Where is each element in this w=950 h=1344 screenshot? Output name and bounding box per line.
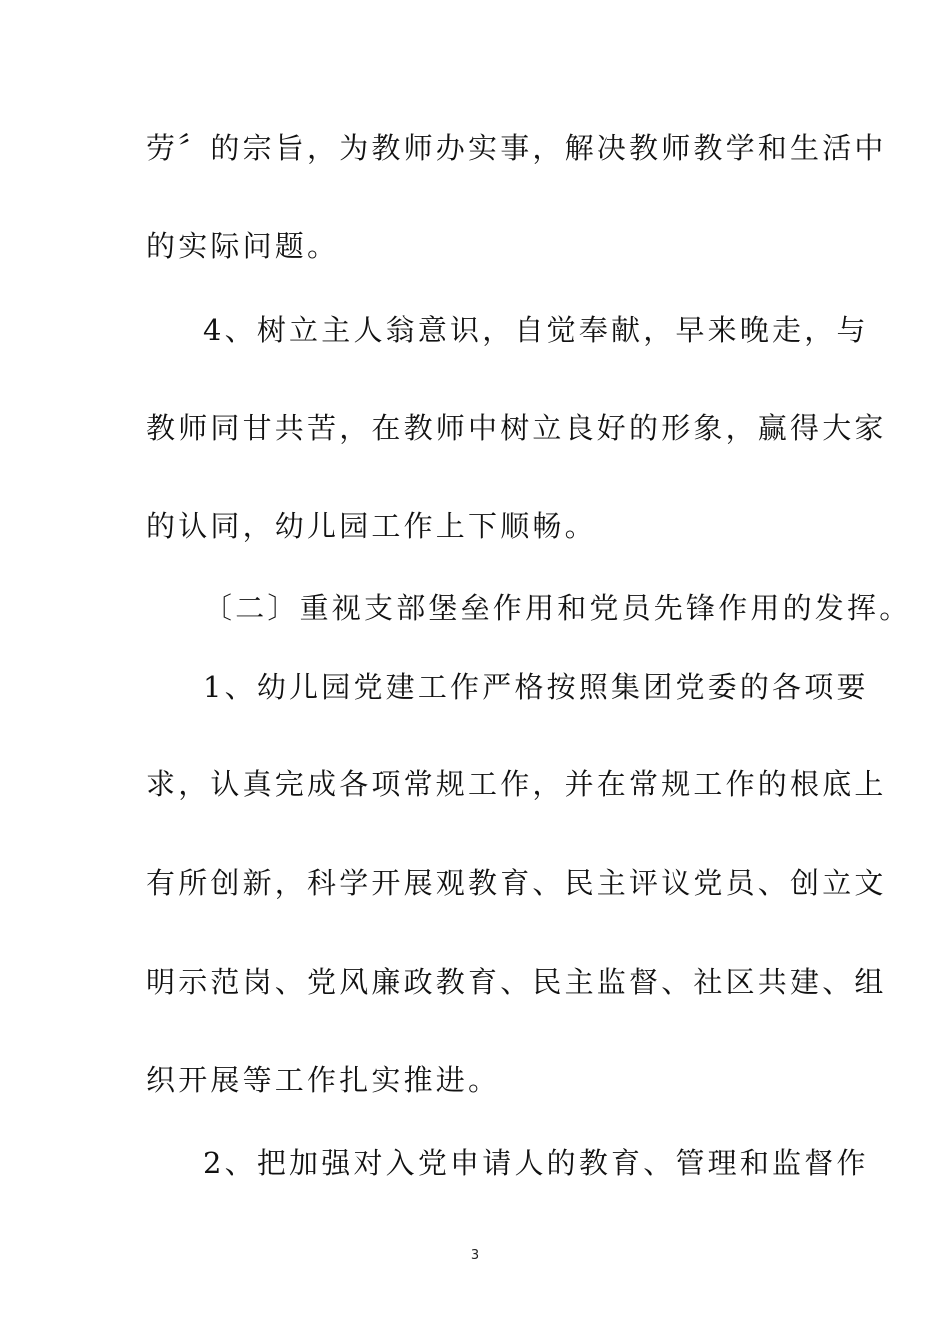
text-line: 织开展等工作扎实推进。	[146, 1063, 501, 1097]
text-line: 劳〞的宗旨，为教师办实事，解决教师教学和生活中	[146, 131, 887, 165]
text-line: 的认同，幼儿园工作上下顺畅。	[146, 509, 597, 543]
text-line: 有所创新，科学开展观教育、民主评议党员、创立文	[146, 866, 887, 900]
page-number: 3	[470, 1248, 480, 1263]
section-heading: 〔二〕重视支部堡垒作用和党员先锋作用的发挥。	[203, 591, 912, 625]
text-line: 2、把加强对入党申请人的教育、管理和监督作	[203, 1146, 869, 1180]
text-line: 明示范岗、党风廉政教育、民主监督、社区共建、组	[146, 965, 887, 999]
text-line: 求，认真完成各项常规工作，并在常规工作的根底上	[146, 767, 887, 801]
text-line: 4、树立主人翁意识，自觉奉献，早来晚走，与	[203, 313, 869, 347]
text-line: 1、幼儿园党建工作严格按照集团党委的各项要	[203, 670, 869, 704]
text-line: 教师同甘共苦，在教师中树立良好的形象，赢得大家	[146, 411, 887, 445]
text-line: 的实际问题。	[146, 229, 340, 263]
